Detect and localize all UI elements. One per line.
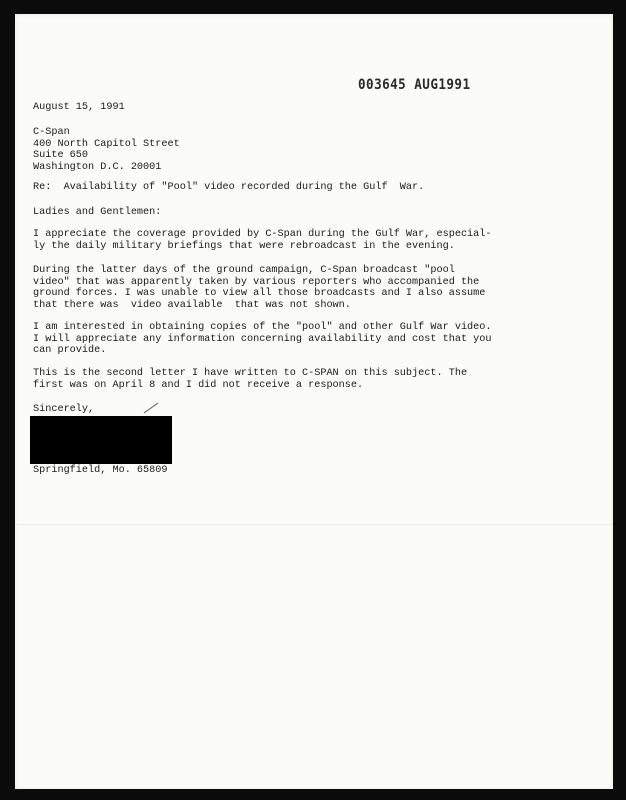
subject-line: Re: Availability of "Pool" video recorded during the Gulf War. <box>33 182 425 193</box>
recipient-line: Suite 650 <box>33 150 89 161</box>
paragraph-line: I am interested in obtaining copies of the "pool" and other Gulf War video. <box>33 322 492 333</box>
letter-page <box>15 14 613 789</box>
paragraph-line: that there was video available that was not shown. <box>33 299 351 311</box>
paragraph-line: first was on April 8 and I did not receive a response. <box>33 379 364 391</box>
recipient-line: C-Span <box>33 127 70 138</box>
paragraph-line: video" that was apparently taken by various reporters who accompanied the <box>33 276 480 288</box>
paragraph-line: During the latter days of the ground campaign, C-Span broadcast "pool <box>33 265 455 276</box>
letter-date: August 15, 1991 <box>33 102 125 113</box>
paragraph-line: ly the daily military briefings that were rebroadcast in the evening. <box>33 240 455 252</box>
paragraph-line: I will appreciate any information concerning availability and cost that you <box>33 333 492 345</box>
redaction-block <box>30 416 172 464</box>
sender-city: Springfield, Mo. 65809 <box>33 465 168 476</box>
paragraph-line: can provide. <box>33 345 107 356</box>
paragraph-line: This is the second letter I have written to C-SPAN on this subject. The <box>33 368 468 379</box>
paragraph-line: I appreciate the coverage provided by C-Span during the Gulf War, especial- <box>33 229 492 240</box>
closing: Sincerely, <box>33 404 95 415</box>
received-stamp: 003645 AUG1991 <box>358 77 471 93</box>
paper-fold-line <box>15 524 613 525</box>
recipient-line: Washington D.C. 20001 <box>33 161 162 173</box>
paragraph-line: ground forces. I was unable to view all those broadcasts and I also assume <box>33 288 486 299</box>
signature-stroke-icon <box>142 402 160 414</box>
salutation: Ladies and Gentlemen: <box>33 207 162 218</box>
recipient-line: 400 North Capitol Street <box>33 138 180 150</box>
